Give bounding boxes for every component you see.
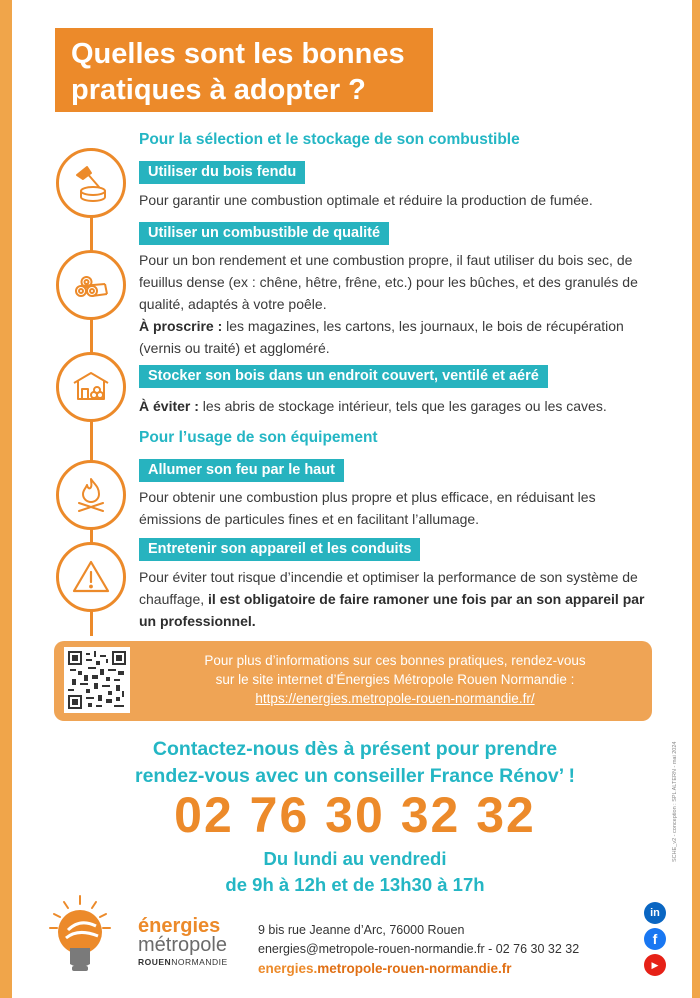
website-part-1: energies. bbox=[258, 961, 318, 976]
text-entretenir-start: Pour éviter tout risque d’incendie et optimiser la performance de son système de chauffage, bbox=[139, 569, 638, 607]
facebook-icon[interactable]: f bbox=[644, 928, 666, 950]
opening-hours bbox=[60, 846, 650, 898]
address-website[interactable] bbox=[258, 959, 579, 978]
text-bois-fendu: Pour garantir une combustion optimale et réduire la production de fumée. bbox=[139, 192, 593, 208]
label-a-proscrire: À proscrire : bbox=[139, 318, 223, 334]
logo-rouen: ROUEN bbox=[138, 957, 172, 967]
logs-icon bbox=[56, 250, 126, 320]
warning-icon bbox=[56, 542, 126, 612]
contact-cta bbox=[60, 736, 650, 790]
label-a-eviter: À éviter : bbox=[139, 398, 199, 414]
wood-shed-icon bbox=[56, 352, 126, 422]
linkedin-icon[interactable]: in bbox=[644, 902, 666, 924]
logo-normandie: NORMANDIE bbox=[171, 957, 228, 967]
info-website-link[interactable]: https://energies.metropole-rouen-normandie.fr/ bbox=[255, 691, 535, 706]
left-orange-edge bbox=[0, 0, 12, 998]
text-a-proscrire-detail: les magazines, les cartons, les journaux, le bois de récupération (vernis ou traité) et aggloméré. bbox=[139, 318, 624, 356]
tag-bois-fendu: Utiliser du bois fendu bbox=[139, 161, 305, 184]
energies-metropole-logo-icon bbox=[40, 890, 136, 978]
text-a-proscrire bbox=[139, 315, 659, 359]
credit-text: SCHE_v2 - conception : SPL ALTERN - mai 2024 bbox=[672, 741, 678, 862]
tag-entretenir-appareil: Entretenir son appareil et les conduits bbox=[139, 538, 420, 561]
tag-stocker-bois: Stocker son bois dans un endroit couvert, ventilé et aéré bbox=[139, 365, 548, 388]
title-line-1: Quelles sont les bonnes bbox=[71, 38, 405, 70]
address-street: 9 bis rue Jeanne d’Arc, 76000 Rouen bbox=[258, 923, 465, 937]
logo-line-3 bbox=[138, 957, 228, 967]
address-block bbox=[258, 921, 579, 978]
text-a-eviter bbox=[139, 395, 659, 417]
tag-combustible-qualite: Utiliser un combustible de qualité bbox=[139, 222, 389, 245]
text-entretenir-appareil bbox=[139, 566, 659, 632]
qr-code-icon[interactable] bbox=[64, 647, 130, 713]
tag-allumer-feu: Allumer son feu par le haut bbox=[139, 459, 344, 482]
axe-log-icon bbox=[56, 148, 126, 218]
energies-metropole-logo bbox=[138, 917, 228, 967]
info-text bbox=[150, 651, 640, 708]
hours-line-2: de 9h à 12h et de 13h30 à 17h bbox=[225, 874, 485, 895]
title-line-2: pratiques à adopter ? bbox=[71, 74, 366, 106]
website-part-2: metropole-rouen-normandie.fr bbox=[317, 961, 512, 976]
page-title bbox=[55, 28, 433, 112]
contact-line-1: Contactez-nous dès à présent pour prendre bbox=[152, 738, 558, 760]
text-combustible-qualite: Pour un bon rendement et une combustion propre, il faut utiliser du bois sec, de feuillus dense (ex : chêne, hêtre, frêne, etc.) pour les bûches, et des granulés de qualité, adaptés à votre poêle. bbox=[139, 252, 638, 312]
info-line-1: Pour plus d’informations sur ces bonnes pratiques, rendez-vous bbox=[204, 653, 586, 668]
section-heading-combustible: Pour la sélection et le stockage de son combustible bbox=[139, 131, 520, 148]
phone-number[interactable]: 02 76 30 32 32 bbox=[174, 787, 536, 843]
info-line-2: sur le site internet d’Énergies Métropole Rouen Normandie : bbox=[215, 672, 575, 687]
section-heading-usage: Pour l’usage de son équipement bbox=[139, 429, 378, 446]
text-entretenir-bold: il est obligatoire de faire ramoner une fois par an son appareil par un professionnel. bbox=[139, 591, 645, 629]
youtube-icon[interactable]: ▶ bbox=[644, 954, 666, 976]
fire-icon bbox=[56, 460, 126, 530]
address-email-phone[interactable]: energies@metropole-rouen-normandie.fr - 02 76 30 32 32 bbox=[258, 942, 580, 956]
right-orange-edge bbox=[692, 0, 700, 998]
text-allumer-feu: Pour obtenir une combustion plus propre et plus efficace, en réduisant les émissions de particules fines et en facilitant l’allumage. bbox=[139, 489, 596, 527]
hours-line-1: Du lundi au vendredi bbox=[263, 848, 447, 869]
contact-line-2: rendez-vous avec un conseiller France Rénov’ ! bbox=[135, 765, 575, 787]
logo-line-2: métropole bbox=[138, 934, 227, 956]
text-a-eviter-detail: les abris de stockage intérieur, tels que les garages ou les caves. bbox=[198, 398, 607, 414]
logo-line-1: énergies bbox=[138, 915, 221, 937]
